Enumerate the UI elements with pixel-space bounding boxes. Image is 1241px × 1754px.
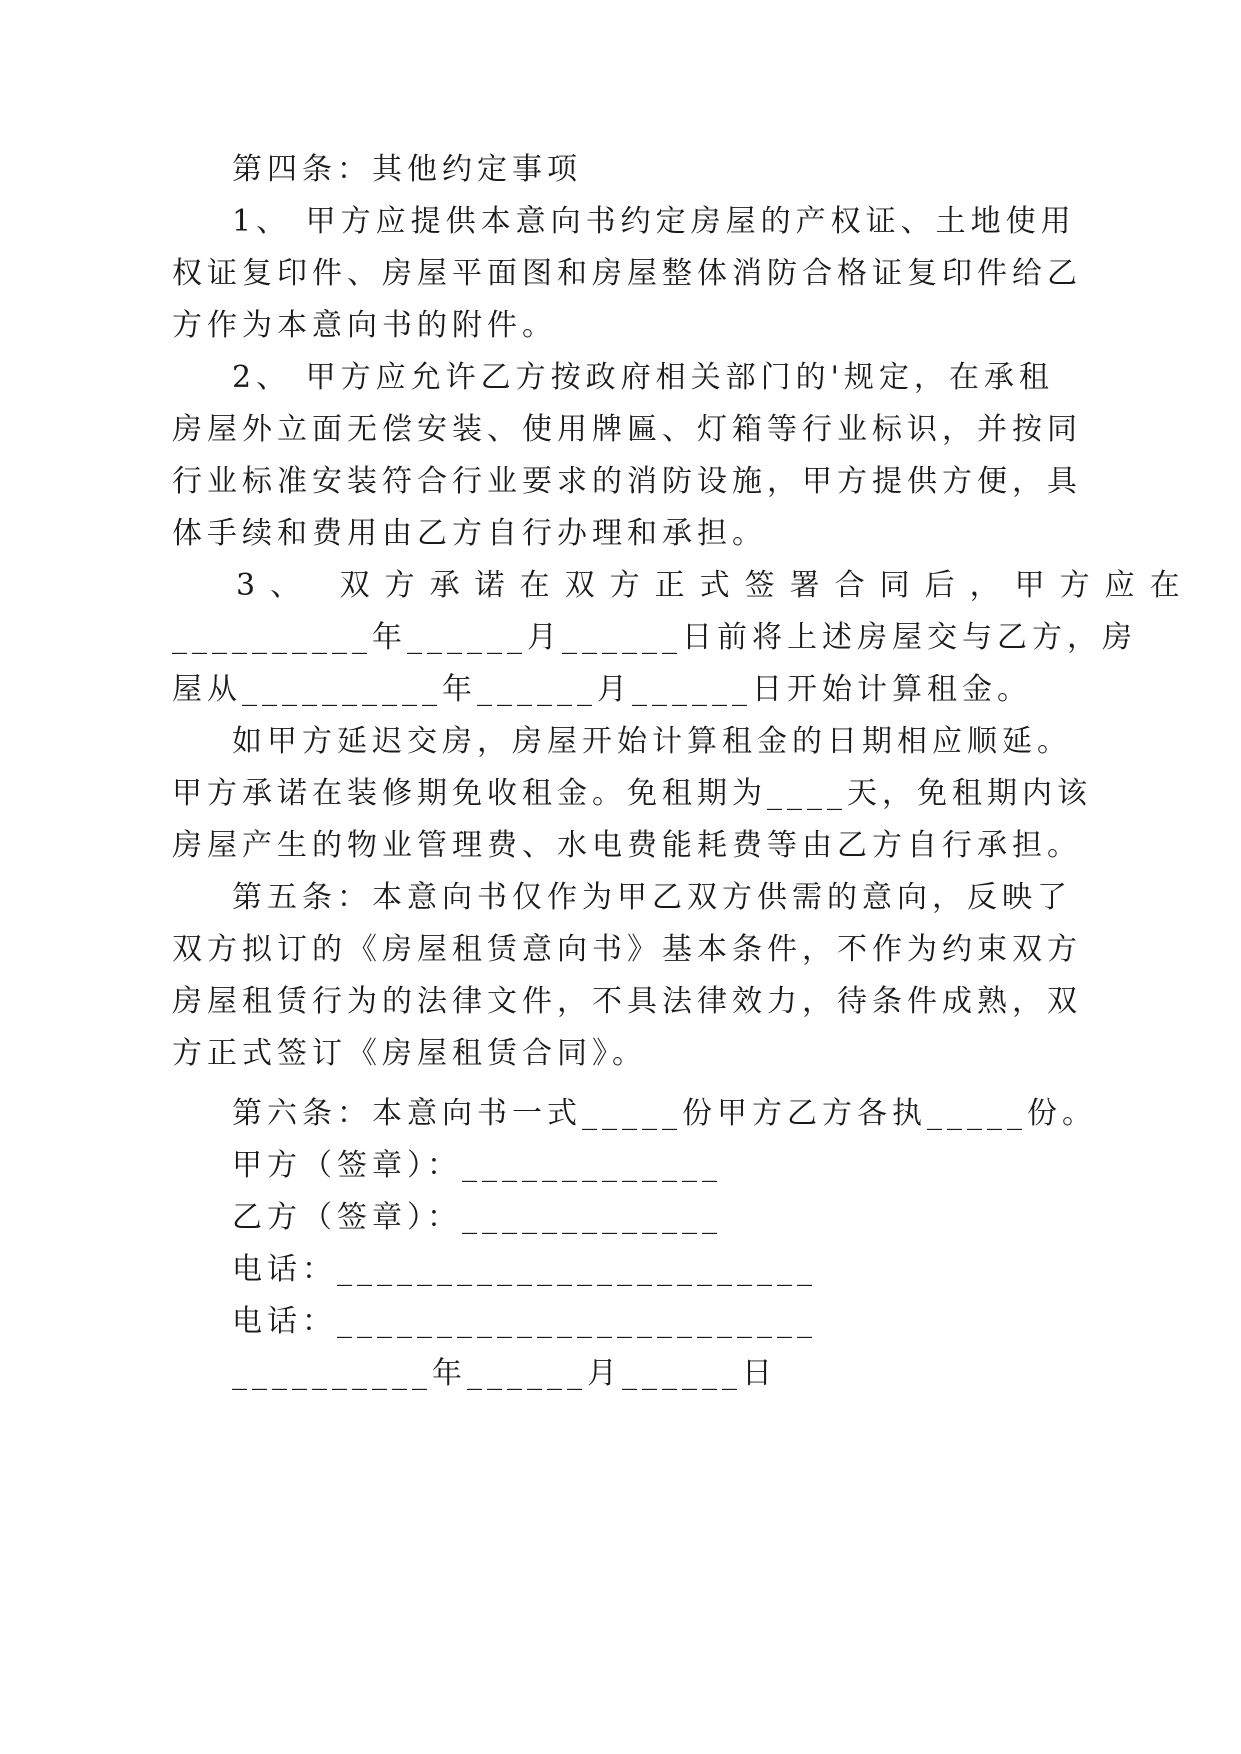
phone-line-1: 电话：________________________ — [232, 1252, 817, 1287]
clause-4-1-line-3: 方作为本意向书的附件。 — [172, 308, 557, 343]
article-4-heading: 第四条：其他约定事项 — [232, 152, 582, 187]
article-6-line: 第六条：本意向书一式_____份甲方乙方各执_____份。 — [232, 1096, 1097, 1131]
delay-paragraph-line-1: 如甲方延迟交房，房屋开始计算租金的日期相应顺延。 — [232, 724, 1072, 759]
clause-4-2-line-2: 房屋外立面无偿安装、使用牌匾、灯箱等行业标识，并按同 — [172, 412, 1082, 447]
clause-4-2-line-3: 行业标准安装符合行业要求的消防设施，甲方提供方便，具 — [172, 464, 1082, 499]
article-5-line-4: 方正式签订《房屋租赁合同》。 — [172, 1036, 647, 1071]
date-line: __________年______月______日 — [232, 1356, 777, 1391]
clause-4-1-line-2: 权证复印件、房屋平面图和房屋整体消防合格证复印件给乙 — [172, 256, 1082, 291]
article-5-line-3: 房屋租赁行为的法律文件，不具法律效力，待条件成熟，双 — [172, 984, 1082, 1019]
phone-line-2: 电话：________________________ — [232, 1304, 817, 1339]
party-a-signature-line: 甲方（签章）：_____________ — [232, 1148, 722, 1183]
delay-paragraph-line-3: 房屋产生的物业管理费、水电费能耗费等由乙方自行承担。 — [172, 828, 1082, 863]
article-5-line-1: 第五条：本意向书仅作为甲乙双方供需的意向，反映了 — [232, 880, 1072, 915]
clause-4-3-line-2: __________年______月______日前将上述房屋交与乙方，房 — [172, 620, 1137, 655]
clause-4-2-line-1: 2、 甲方应允许乙方按政府相关部门的'规定，在承租 — [232, 360, 1054, 395]
delay-paragraph-line-2: 甲方承诺在装修期免收租金。免租期为____天，免租期内该 — [172, 776, 1092, 811]
clause-4-3-line-3: 屋从__________年______月______日开始计算租金。 — [172, 672, 1032, 707]
clause-4-2-line-4: 体手续和费用由乙方自行办理和承担。 — [172, 516, 767, 551]
article-5-line-2: 双方拟订的《房屋租赁意向书》基本条件，不作为约束双方 — [172, 932, 1082, 967]
party-b-signature-line: 乙方（签章）：_____________ — [232, 1200, 722, 1235]
clause-4-1-line-1: 1、 甲方应提供本意向书约定房屋的产权证、土地使用 — [232, 204, 1076, 239]
clause-4-3-line-1: 3、 双方承诺在双方正式签署合同后，甲方应在 — [236, 568, 1195, 603]
